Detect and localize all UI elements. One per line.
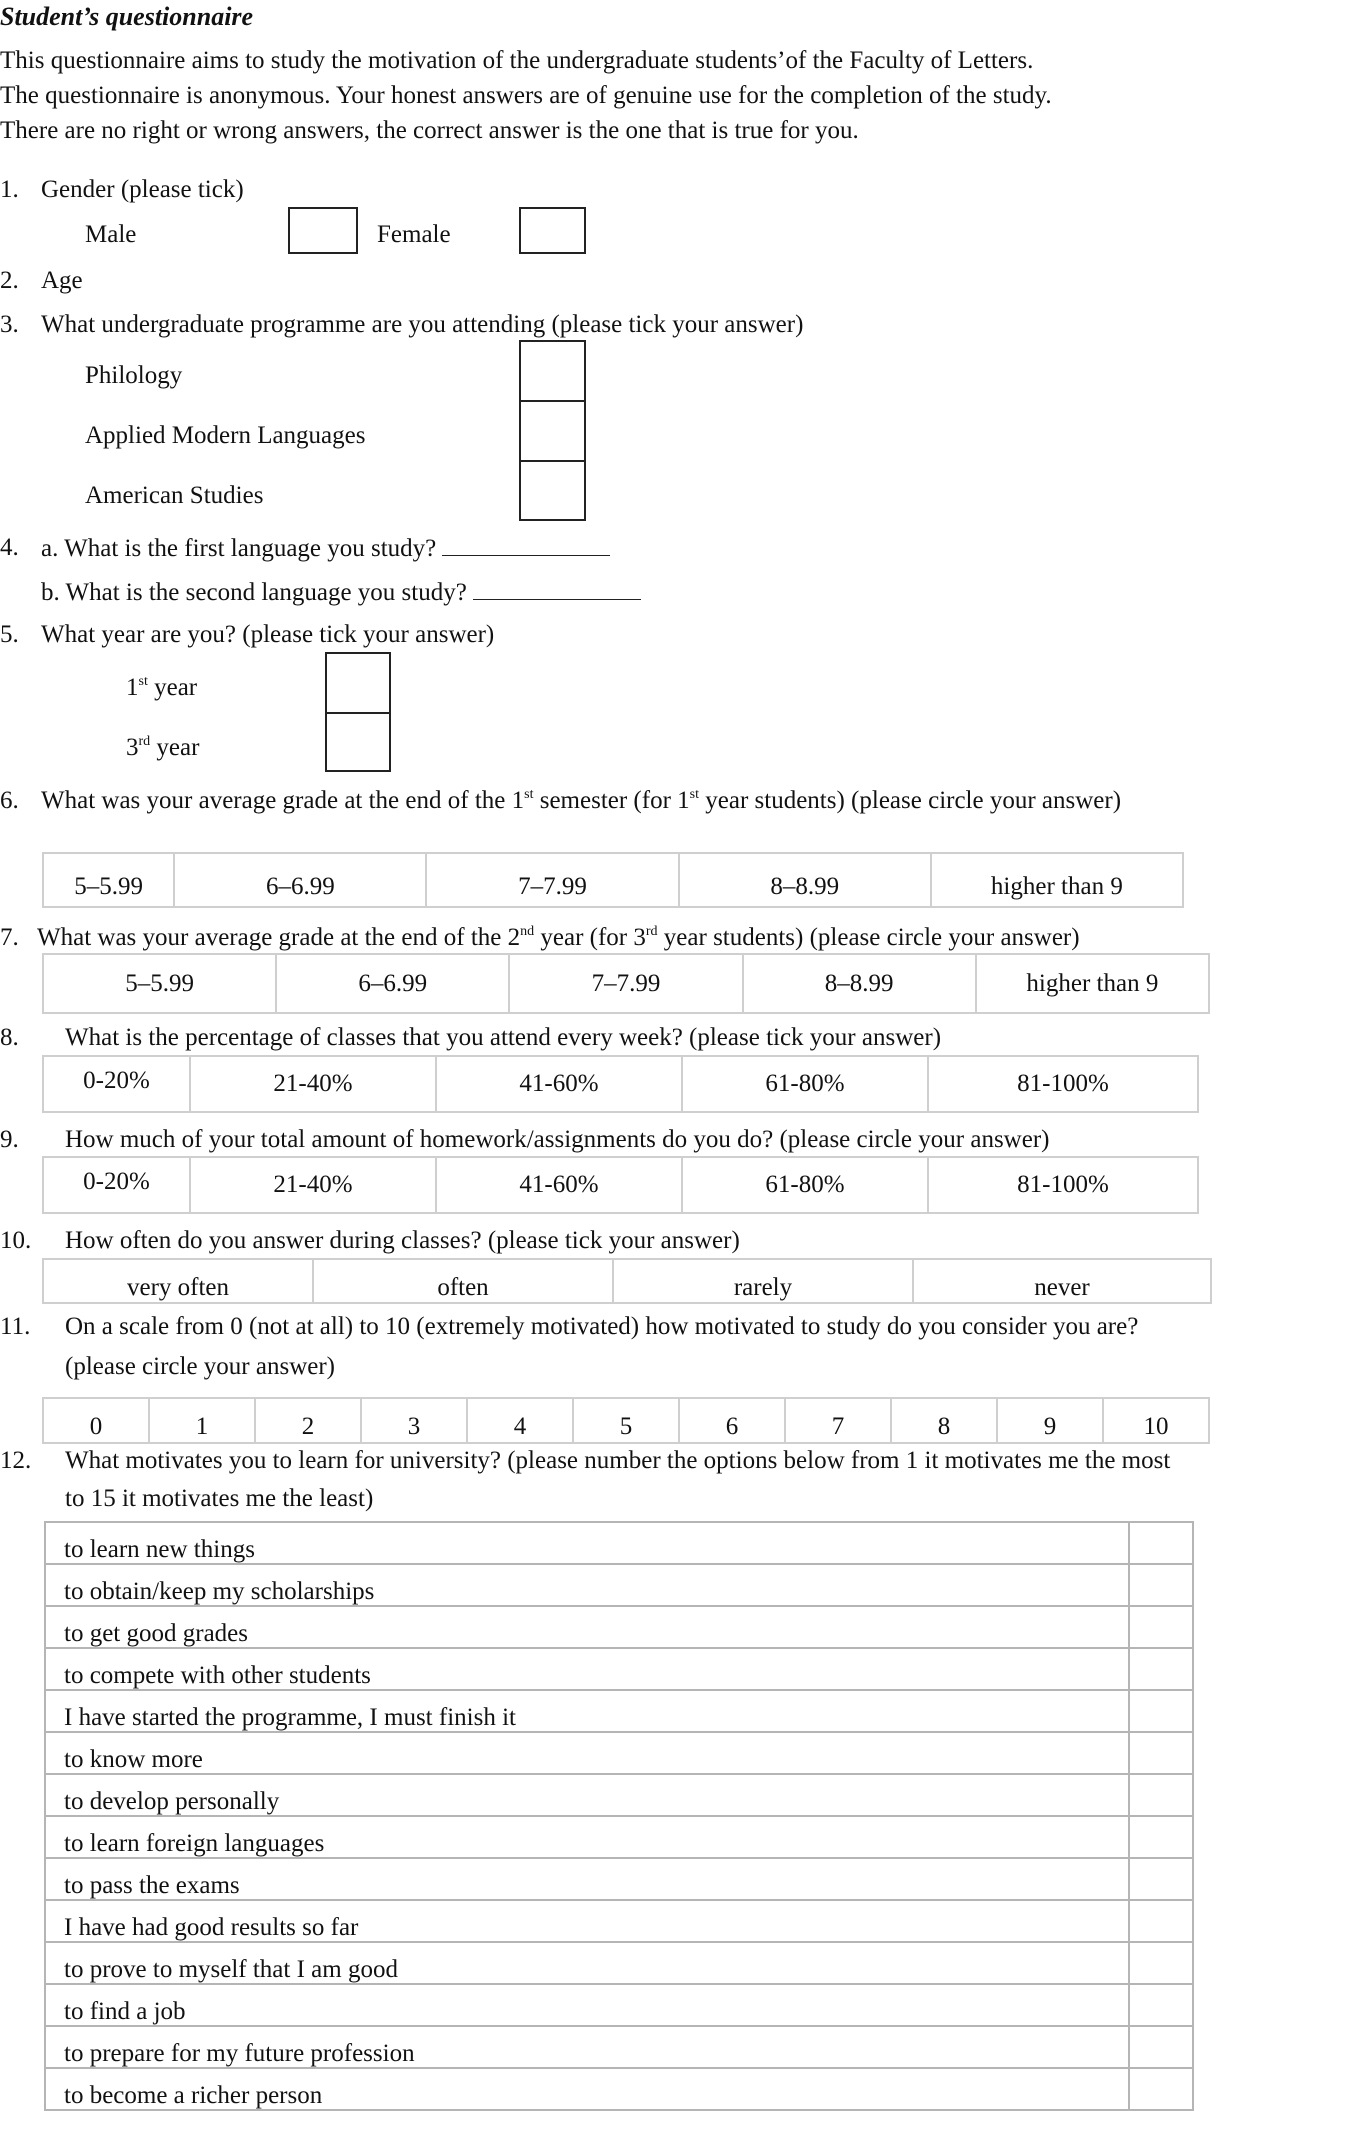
american-studies-checkbox[interactable] xyxy=(519,460,586,521)
ranking-number-field[interactable] xyxy=(1129,1942,1193,1984)
question-11-number: 11. xyxy=(0,1313,31,1340)
ranking-option-label: to obtain/keep my scholarships xyxy=(45,1564,1129,1606)
motivation-scale xyxy=(42,1397,1210,1444)
scale-option[interactable]: 8 xyxy=(891,1398,997,1443)
homework-option[interactable]: 81-100% xyxy=(928,1157,1198,1213)
scale-option[interactable]: 0 xyxy=(43,1398,149,1443)
ranking-row xyxy=(45,1984,1193,2026)
scale-option[interactable]: 1 xyxy=(149,1398,255,1443)
ranking-option-label: to develop personally xyxy=(45,1774,1129,1816)
frequency-option[interactable]: never xyxy=(913,1259,1211,1303)
grade-option[interactable]: 7–7.99 xyxy=(426,853,678,907)
ranking-number-field[interactable] xyxy=(1129,1648,1193,1690)
question-12-text-cont: to 15 it motivates me the least) xyxy=(65,1485,374,1512)
ranking-number-field[interactable] xyxy=(1129,1690,1193,1732)
ranking-number-field[interactable] xyxy=(1129,1858,1193,1900)
ranking-number-field[interactable] xyxy=(1129,1984,1193,2026)
option-1st-year-label: 1st year xyxy=(126,674,198,701)
ranking-option-label: to compete with other students xyxy=(45,1648,1129,1690)
question-4b xyxy=(41,579,641,605)
question-11-instruction: (please circle your answer) xyxy=(65,1353,335,1380)
intro-line: There are no right or wrong answers, the correct answer is the one that is true for you. xyxy=(0,117,859,144)
ranking-row xyxy=(45,2026,1193,2068)
question-10-options xyxy=(42,1258,1212,1304)
ranking-number-field[interactable] xyxy=(1129,2026,1193,2068)
option-philology-label: Philology xyxy=(85,362,183,389)
question-8-options xyxy=(42,1055,1199,1113)
ranking-option-label: I have started the programme, I must finish it xyxy=(45,1690,1129,1732)
question-8-number: 8. xyxy=(0,1024,19,1051)
ranking-row xyxy=(45,1732,1193,1774)
question-9-options xyxy=(42,1156,1199,1214)
ranking-number-field[interactable] xyxy=(1129,1900,1193,1942)
homework-option[interactable]: 61-80% xyxy=(682,1157,928,1213)
scale-option[interactable]: 5 xyxy=(573,1398,679,1443)
ranking-row xyxy=(45,1858,1193,1900)
ranking-number-field[interactable] xyxy=(1129,1732,1193,1774)
female-checkbox[interactable] xyxy=(519,207,586,254)
homework-option[interactable]: 41-60% xyxy=(436,1157,682,1213)
ranking-option-label: to find a job xyxy=(45,1984,1129,2026)
question-4a xyxy=(41,535,610,561)
question-9-number: 9. xyxy=(0,1126,19,1153)
first-language-blank[interactable] xyxy=(442,535,610,556)
question-7-options xyxy=(42,953,1210,1014)
attendance-option[interactable]: 41-60% xyxy=(436,1056,682,1112)
ranking-row xyxy=(45,1606,1193,1648)
second-language-blank[interactable] xyxy=(473,579,641,600)
homework-option[interactable]: 0-20% xyxy=(43,1157,190,1213)
grade-option[interactable]: 6–6.99 xyxy=(174,853,426,907)
question-12-number: 12. xyxy=(0,1447,32,1474)
question-4-number: 4. xyxy=(0,534,19,561)
homework-option[interactable]: 21-40% xyxy=(190,1157,436,1213)
question-2-number: 2. xyxy=(0,267,19,294)
motivation-ranking-table xyxy=(44,1521,1194,2111)
ranking-row xyxy=(45,1900,1193,1942)
grade-option[interactable]: 5–5.99 xyxy=(43,853,174,907)
philology-checkbox[interactable] xyxy=(519,340,586,402)
question-5-number: 5. xyxy=(0,621,19,648)
grade-option[interactable]: higher than 9 xyxy=(931,853,1183,907)
scale-option[interactable]: 9 xyxy=(997,1398,1103,1443)
ranking-option-label: to prepare for my future profession xyxy=(45,2026,1129,2068)
ranking-row xyxy=(45,1690,1193,1732)
attendance-option[interactable]: 81-100% xyxy=(928,1056,1198,1112)
grade-option[interactable]: 8–8.99 xyxy=(679,853,931,907)
scale-option[interactable]: 4 xyxy=(467,1398,573,1443)
question-8-text: What is the percentage of classes that you attend every week? (please tick your answer) xyxy=(65,1024,942,1051)
scale-option[interactable]: 2 xyxy=(255,1398,361,1443)
question-10-text: How often do you answer during classes? (please tick your answer) xyxy=(65,1227,740,1254)
question-11-text: On a scale from 0 (not at all) to 10 (extremely motivated) how motivated to study do you consider you are? xyxy=(65,1313,1139,1340)
male-checkbox[interactable] xyxy=(288,207,358,254)
question-9-text: How much of your total amount of homework/assignments do you do? (please circle your answer) xyxy=(65,1126,1050,1153)
option-female-label: Female xyxy=(377,221,451,248)
ranking-number-field[interactable] xyxy=(1129,1564,1193,1606)
grade-option[interactable]: higher than 9 xyxy=(976,954,1209,1013)
ranking-option-label: I have had good results so far xyxy=(45,1900,1129,1942)
page-title: Student’s questionnaire xyxy=(0,2,254,31)
question-4a-text: a. What is the first language you study? xyxy=(41,535,437,562)
ranking-option-label: to become a richer person xyxy=(45,2068,1129,2110)
3rd-year-checkbox[interactable] xyxy=(325,712,391,772)
ranking-row xyxy=(45,1942,1193,1984)
question-1-number: 1. xyxy=(0,176,19,203)
attendance-option[interactable]: 0-20% xyxy=(43,1056,190,1112)
frequency-option[interactable]: rarely xyxy=(613,1259,913,1303)
ranking-number-field[interactable] xyxy=(1129,1522,1193,1564)
question-2-text: Age xyxy=(41,267,83,294)
scale-option[interactable]: 3 xyxy=(361,1398,467,1443)
question-12-text: What motivates you to learn for university? (please number the options below from 1 it motivates me the most xyxy=(65,1447,1171,1474)
scale-option[interactable]: 7 xyxy=(785,1398,891,1443)
ranking-option-label: to get good grades xyxy=(45,1606,1129,1648)
ranking-row xyxy=(45,1522,1193,1564)
grade-option[interactable]: 8–8.99 xyxy=(743,954,976,1013)
question-6-number: 6. xyxy=(0,787,19,814)
grade-option[interactable]: 6–6.99 xyxy=(276,954,509,1013)
option-3rd-year-label: 3rd year xyxy=(126,734,200,761)
ranking-option-label: to learn foreign languages xyxy=(45,1816,1129,1858)
question-5-text: What year are you? (please tick your answer) xyxy=(41,621,495,648)
frequency-option[interactable]: often xyxy=(313,1259,613,1303)
attendance-option[interactable]: 61-80% xyxy=(682,1056,928,1112)
question-7-text: What was your average grade at the end of the 2nd year (for 3rd year students) (please circle your answer) xyxy=(37,924,1080,951)
frequency-option[interactable]: very often xyxy=(43,1259,313,1303)
question-1-text: Gender (please tick) xyxy=(41,176,244,203)
ranking-option-label: to learn new things xyxy=(45,1522,1129,1564)
question-3-text: What undergraduate programme are you attending (please tick your answer) xyxy=(41,311,804,338)
scale-option[interactable]: 10 xyxy=(1103,1398,1209,1443)
ranking-row xyxy=(45,1816,1193,1858)
scale-option[interactable]: 6 xyxy=(679,1398,785,1443)
question-4b-text: b. What is the second language you study? xyxy=(41,579,467,606)
ranking-option-label: to pass the exams xyxy=(45,1858,1129,1900)
1st-year-checkbox[interactable] xyxy=(325,652,391,714)
intro-line: This questionnaire aims to study the motivation of the undergraduate students’of the Faculty of Letters. xyxy=(0,47,1034,74)
ranking-number-field[interactable] xyxy=(1129,2068,1193,2110)
question-3-number: 3. xyxy=(0,311,19,338)
option-american-studies-label: American Studies xyxy=(85,482,264,509)
grade-option[interactable]: 7–7.99 xyxy=(509,954,742,1013)
option-male-label: Male xyxy=(85,221,137,248)
attendance-option[interactable]: 21-40% xyxy=(190,1056,436,1112)
grade-option[interactable]: 5–5.99 xyxy=(43,954,276,1013)
applied-modern-languages-checkbox[interactable] xyxy=(519,400,586,462)
ranking-number-field[interactable] xyxy=(1129,1606,1193,1648)
ranking-number-field[interactable] xyxy=(1129,1774,1193,1816)
ranking-option-label: to prove to myself that I am good xyxy=(45,1942,1129,1984)
ranking-row xyxy=(45,1564,1193,1606)
question-10-number: 10. xyxy=(0,1227,32,1254)
ranking-number-field[interactable] xyxy=(1129,1816,1193,1858)
option-applied-modern-languages-label: Applied Modern Languages xyxy=(85,422,366,449)
question-6-options xyxy=(42,852,1184,908)
question-6-text: What was your average grade at the end of the 1st semester (for 1st year students) (please circle your answer) xyxy=(41,787,1122,814)
ranking-row xyxy=(45,1648,1193,1690)
ranking-row xyxy=(45,2068,1193,2110)
intro-line: The questionnaire is anonymous. Your honest answers are of genuine use for the completion of the study. xyxy=(0,82,1052,109)
ranking-option-label: to know more xyxy=(45,1732,1129,1774)
ranking-row xyxy=(45,1774,1193,1816)
question-7-number: 7. xyxy=(0,924,19,951)
